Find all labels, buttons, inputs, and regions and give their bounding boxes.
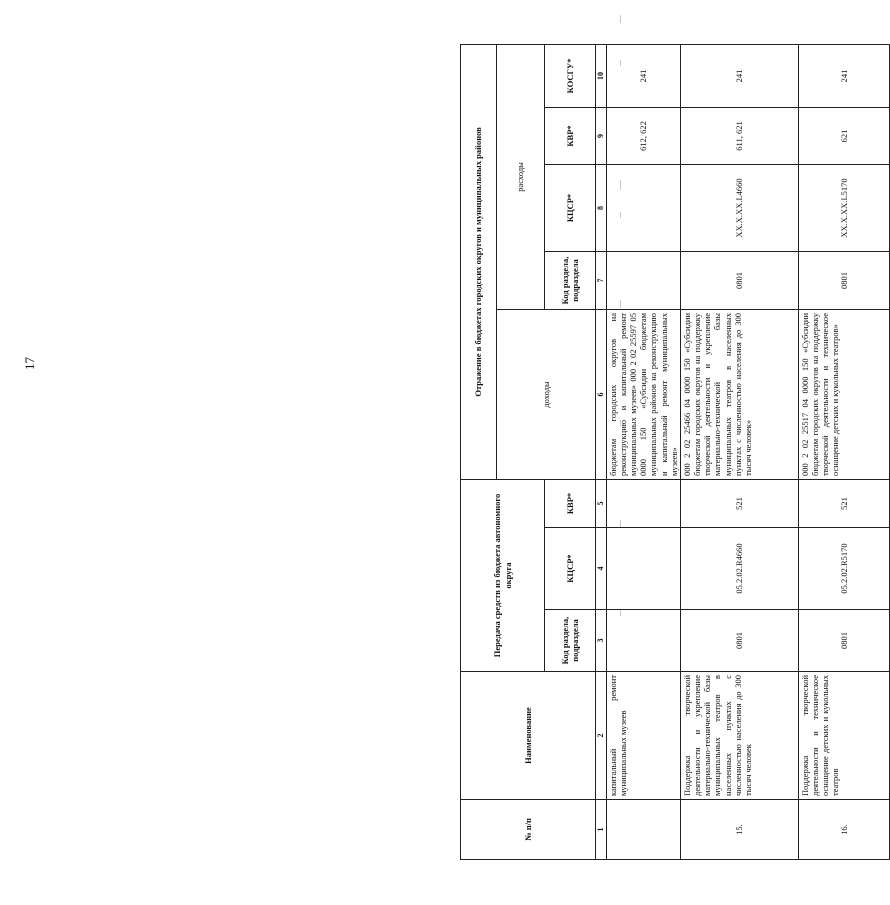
column-number: 4	[596, 528, 607, 610]
header-kcsr: КЦСР*	[545, 528, 596, 610]
header-kvr-2: КВР*	[545, 107, 596, 164]
row-income-code: 000 2 02 25466 04 0000 150 «Субсидии бюджетам городских округов на поддержку творческой деятельности и укрепление материально-технической базы муниципальных театров в населенных пунктах с численностью населения до 300 тысяч человек»	[680, 309, 798, 479]
row-kod-razdela	[606, 610, 680, 672]
table-row	[680, 44, 798, 859]
row-kosgu: 241	[606, 44, 680, 107]
row-num: 16.	[798, 800, 889, 860]
row-kvr-2: 621	[798, 107, 889, 164]
header-row-groups	[461, 44, 497, 859]
row-name: капитальный ремонт муниципальных музеев	[606, 672, 680, 800]
header-kvr: КВР*	[545, 479, 596, 527]
row-kosgu: 241	[680, 44, 798, 107]
row-kod-razdela-2	[606, 251, 680, 309]
header-name: Наименование	[461, 672, 596, 800]
table-row	[606, 44, 680, 859]
column-number: 9	[596, 107, 607, 164]
header-transfer-group: Передача средств из бюджета автономного округа	[461, 479, 545, 671]
row-name: Поддержка творческой деятельности и техническое оснащение детских и кукольных театров	[798, 672, 889, 800]
column-number: 5	[596, 479, 607, 527]
header-kcsr-2: КЦСР*	[545, 164, 596, 251]
row-kcsr-2: XX.X.XX.L5170	[798, 164, 889, 251]
header-expense: расходы	[497, 44, 545, 309]
row-kod-razdela-2: 0801	[680, 251, 798, 309]
header-num: № п/п	[461, 800, 596, 860]
row-kcsr-2	[606, 164, 680, 251]
header-kod-razdela-2: Код раздела, подраздела	[545, 251, 596, 309]
header-reflection-group: Отражение в бюджетах городских округов и муниципальных районов	[461, 44, 497, 479]
column-number: 10	[596, 44, 607, 107]
row-kosgu: 241	[798, 44, 889, 107]
landscape-table-sheet	[460, 45, 860, 860]
row-kvr-2: 611, 621	[680, 107, 798, 164]
column-number: 2	[596, 672, 607, 800]
row-kvr: 521	[680, 479, 798, 527]
page-number: 17	[22, 357, 37, 370]
row-income-code: бюджетам городских округов на реконструкцию и капитальный ремонт муниципальных музеев» 000 2 02 25597 05 0000 150 «Субсидии бюджетам муниципальных районов на реконструкцию и капитальный ремонт муниципальных музеев»	[606, 309, 680, 479]
row-kod-razdela: 0801	[798, 610, 889, 672]
row-kcsr: 05.2.02.R4660	[680, 528, 798, 610]
header-kod-razdela: Код раздела, подраздела	[545, 610, 596, 672]
row-kcsr	[606, 528, 680, 610]
column-number: 3	[596, 610, 607, 672]
header-kosgu: КОСГУ*	[545, 44, 596, 107]
row-kcsr-2: XX.X.XX.L4660	[680, 164, 798, 251]
column-number: 8	[596, 164, 607, 251]
row-num	[606, 800, 680, 860]
row-kvr	[606, 479, 680, 527]
row-kod-razdela: 0801	[680, 610, 798, 672]
column-number: 7	[596, 251, 607, 309]
row-kod-razdela-2: 0801	[798, 251, 889, 309]
row-num: 15.	[680, 800, 798, 860]
column-number: 1	[596, 800, 607, 860]
table-row	[798, 44, 889, 859]
row-name: Поддержка творческой деятельности и укрепление материально-технической базы муниципальных театров в населенных пунктах с численностью населения до 300 тысяч человек	[680, 672, 798, 800]
header-income: доходы	[497, 309, 596, 479]
row-kvr: 521	[798, 479, 889, 527]
row-kvr-2: 612, 622	[606, 107, 680, 164]
column-number: 6	[596, 309, 607, 479]
row-kcsr: 05.2.02.R5170	[798, 528, 889, 610]
column-number-row	[596, 44, 607, 859]
budget-classification-table	[460, 44, 890, 860]
row-income-code: 000 2 02 25517 04 0000 150 «Субсидии бюджетам городских округов на поддержку творческой деятельности и техническое оснащение детских и кукольных театров»	[798, 309, 889, 479]
